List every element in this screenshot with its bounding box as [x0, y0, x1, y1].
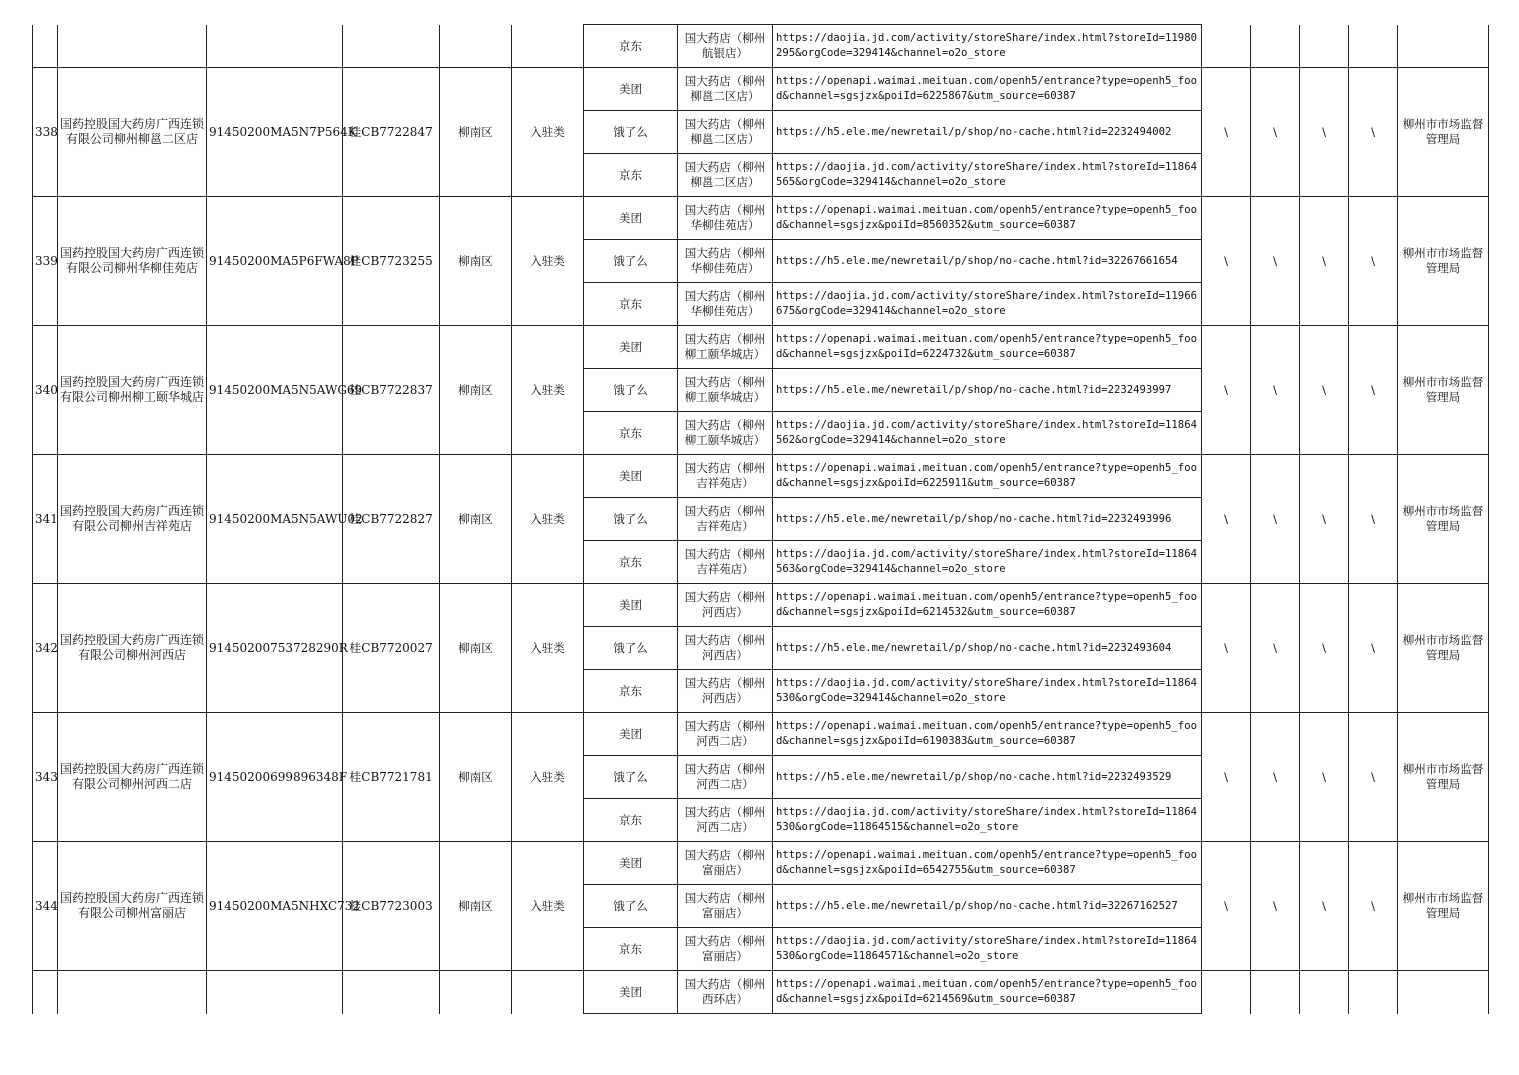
cell-c4: \ [1349, 842, 1398, 971]
cell-license: 桂CB7722827 [343, 455, 440, 584]
cell-category: 入驻类 [512, 713, 584, 842]
cell-shop-name: 国大药店（柳州富丽店） [678, 842, 773, 885]
cell-c3: \ [1300, 197, 1349, 326]
cell-authority: 柳州市市场监督管理局 [1398, 197, 1489, 326]
cell-shop-name: 国大药店（柳州富丽店） [678, 885, 773, 928]
cell-c4: \ [1349, 326, 1398, 455]
cell-district: 柳南区 [440, 197, 512, 326]
cell-c2: \ [1251, 197, 1300, 326]
cell-url: https://openapi.waimai.meituan.com/openh5/entrance?type=openh5_food&channel=sgsjzx&poiId=6190383&utm_source=60387 [773, 713, 1202, 756]
cell-no: 340 [33, 326, 58, 455]
cell-category: 入驻类 [512, 197, 584, 326]
cell-platform: 京东 [584, 928, 678, 971]
cell-credit-code [207, 971, 343, 1014]
cell-url: https://openapi.waimai.meituan.com/openh5/entrance?type=openh5_food&channel=sgsjzx&poiId=6224732&utm_source=60387 [773, 326, 1202, 369]
cell-district: 柳南区 [440, 713, 512, 842]
cell-shop-name: 国大药店（柳州华柳佳苑店） [678, 197, 773, 240]
cell-c1: \ [1202, 197, 1251, 326]
table-row [33, 326, 1489, 369]
cell-platform: 美团 [584, 842, 678, 885]
cell-no: 344 [33, 842, 58, 971]
cell-c4: \ [1349, 584, 1398, 713]
cell-url: https://openapi.waimai.meituan.com/openh5/entrance?type=openh5_food&channel=sgsjzx&poiId=6542755&utm_source=60387 [773, 842, 1202, 885]
cell-shop-name: 国大药店（柳州柳邕二区店） [678, 111, 773, 154]
cell-company: 国药控股国大药房广西连锁有限公司柳州柳邕二区店 [58, 68, 207, 197]
cell-credit-code [207, 25, 343, 68]
cell-company: 国药控股国大药房广西连锁有限公司柳州河西店 [58, 584, 207, 713]
cell-url: https://openapi.waimai.meituan.com/openh5/entrance?type=openh5_food&channel=sgsjzx&poiId=6225867&utm_source=60387 [773, 68, 1202, 111]
cell-c2: \ [1251, 584, 1300, 713]
cell-platform: 京东 [584, 283, 678, 326]
cell-license [343, 971, 440, 1014]
cell-c1: \ [1202, 713, 1251, 842]
cell-url: https://daojia.jd.com/activity/storeShare/index.html?storeId=11864565&orgCode=329414&channel=o2o_store [773, 154, 1202, 197]
cell-district: 柳南区 [440, 842, 512, 971]
cell-c3 [1300, 971, 1349, 1014]
cell-platform: 京东 [584, 541, 678, 584]
cell-url: https://daojia.jd.com/activity/storeShare/index.html?storeId=11864562&orgCode=329414&channel=o2o_store [773, 412, 1202, 455]
cell-shop-name: 国大药店（柳州柳工颐华城店） [678, 326, 773, 369]
cell-shop-name: 国大药店（柳州河西二店） [678, 756, 773, 799]
cell-c4: \ [1349, 455, 1398, 584]
cell-license: 桂CB7723003 [343, 842, 440, 971]
cell-c2: \ [1251, 713, 1300, 842]
cell-c4 [1349, 25, 1398, 68]
cell-platform: 美团 [584, 713, 678, 756]
cell-company: 国药控股国大药房广西连锁有限公司柳州华柳佳苑店 [58, 197, 207, 326]
cell-category: 入驻类 [512, 326, 584, 455]
cell-district: 柳南区 [440, 68, 512, 197]
cell-platform: 美团 [584, 584, 678, 627]
cell-no: 338 [33, 68, 58, 197]
cell-authority: 柳州市市场监督管理局 [1398, 455, 1489, 584]
cell-license: 桂CB7720027 [343, 584, 440, 713]
cell-url: https://daojia.jd.com/activity/storeShare/index.html?storeId=11864563&orgCode=329414&channel=o2o_store [773, 541, 1202, 584]
cell-platform: 京东 [584, 799, 678, 842]
cell-shop-name: 国大药店（柳州河西二店） [678, 799, 773, 842]
table-row [33, 842, 1489, 885]
cell-c3: \ [1300, 842, 1349, 971]
cell-platform: 饿了么 [584, 756, 678, 799]
cell-shop-name: 国大药店（柳州河西店） [678, 670, 773, 713]
cell-c1: \ [1202, 455, 1251, 584]
cell-company [58, 971, 207, 1014]
cell-district [440, 25, 512, 68]
cell-platform: 京东 [584, 154, 678, 197]
cell-url: https://h5.ele.me/newretail/p/shop/no-cache.html?id=32267661654 [773, 240, 1202, 283]
cell-platform: 美团 [584, 197, 678, 240]
cell-platform: 美团 [584, 455, 678, 498]
cell-company: 国药控股国大药房广西连锁有限公司柳州柳工颐华城店 [58, 326, 207, 455]
cell-no [33, 971, 58, 1014]
cell-company: 国药控股国大药房广西连锁有限公司柳州富丽店 [58, 842, 207, 971]
cell-company [58, 25, 207, 68]
cell-shop-name: 国大药店（柳州河西店） [678, 627, 773, 670]
cell-platform: 京东 [584, 412, 678, 455]
cell-credit-code: 91450200753728290R [207, 584, 343, 713]
cell-c3: \ [1300, 584, 1349, 713]
table-row [33, 584, 1489, 627]
cell-c1: \ [1202, 326, 1251, 455]
cell-url: https://daojia.jd.com/activity/storeShare/index.html?storeId=11966675&orgCode=329414&channel=o2o_store [773, 283, 1202, 326]
cell-category: 入驻类 [512, 842, 584, 971]
cell-company: 国药控股国大药房广西连锁有限公司柳州吉祥苑店 [58, 455, 207, 584]
cell-platform: 京东 [584, 25, 678, 68]
cell-url: https://h5.ele.me/newretail/p/shop/no-cache.html?id=2232494002 [773, 111, 1202, 154]
cell-district: 柳南区 [440, 455, 512, 584]
cell-no: 342 [33, 584, 58, 713]
cell-shop-name: 国大药店（柳州柳工颐华城店） [678, 412, 773, 455]
cell-c3: \ [1300, 455, 1349, 584]
table-body [33, 25, 1489, 1014]
table-row [33, 68, 1489, 111]
cell-shop-name: 国大药店（柳州吉祥苑店） [678, 541, 773, 584]
cell-credit-code: 91450200MA5N7P564K [207, 68, 343, 197]
cell-no: 339 [33, 197, 58, 326]
cell-c2: \ [1251, 68, 1300, 197]
cell-platform: 美团 [584, 68, 678, 111]
table-row [33, 713, 1489, 756]
cell-license: 桂CB7721781 [343, 713, 440, 842]
cell-c1 [1202, 971, 1251, 1014]
cell-no: 341 [33, 455, 58, 584]
cell-license: 桂CB7722847 [343, 68, 440, 197]
cell-shop-name: 国大药店（柳州河西店） [678, 584, 773, 627]
cell-license [343, 25, 440, 68]
cell-c4: \ [1349, 713, 1398, 842]
cell-authority [1398, 971, 1489, 1014]
cell-shop-name: 国大药店（柳州华柳佳苑店） [678, 240, 773, 283]
cell-url: https://h5.ele.me/newretail/p/shop/no-cache.html?id=32267162527 [773, 885, 1202, 928]
cell-district [440, 971, 512, 1014]
cell-c4 [1349, 971, 1398, 1014]
cell-authority: 柳州市市场监督管理局 [1398, 584, 1489, 713]
cell-c2: \ [1251, 455, 1300, 584]
cell-shop-name: 国大药店（柳州柳工颐华城店） [678, 369, 773, 412]
cell-c1: \ [1202, 842, 1251, 971]
table-row [33, 455, 1489, 498]
cell-url: https://daojia.jd.com/activity/storeShare/index.html?storeId=11864530&orgCode=329414&channel=o2o_store [773, 670, 1202, 713]
cell-url: https://openapi.waimai.meituan.com/openh5/entrance?type=openh5_food&channel=sgsjzx&poiId=6214569&utm_source=60387 [773, 971, 1202, 1014]
cell-url: https://daojia.jd.com/activity/storeShare/index.html?storeId=11864530&orgCode=11864515&channel=o2o_store [773, 799, 1202, 842]
cell-shop-name: 国大药店（柳州河西二店） [678, 713, 773, 756]
cell-no: 343 [33, 713, 58, 842]
cell-platform: 饿了么 [584, 498, 678, 541]
cell-url: https://daojia.jd.com/activity/storeShare/index.html?storeId=11864530&orgCode=11864571&channel=o2o_store [773, 928, 1202, 971]
cell-url: https://openapi.waimai.meituan.com/openh5/entrance?type=openh5_food&channel=sgsjzx&poiId=6214532&utm_source=60387 [773, 584, 1202, 627]
cell-c1 [1202, 25, 1251, 68]
table-row-partial-top [33, 25, 1489, 68]
cell-c2: \ [1251, 326, 1300, 455]
cell-platform: 饿了么 [584, 111, 678, 154]
cell-authority: 柳州市市场监督管理局 [1398, 326, 1489, 455]
cell-authority: 柳州市市场监督管理局 [1398, 842, 1489, 971]
cell-platform: 京东 [584, 670, 678, 713]
cell-shop-name: 国大药店（柳州柳邕二区店） [678, 68, 773, 111]
table-row-partial-bottom [33, 971, 1489, 1014]
cell-shop-name: 国大药店（柳州吉祥苑店） [678, 498, 773, 541]
cell-authority: 柳州市市场监督管理局 [1398, 713, 1489, 842]
cell-credit-code: 91450200MA5P6FWA8P [207, 197, 343, 326]
cell-shop-name: 国大药店（柳州航银店） [678, 25, 773, 68]
cell-c3: \ [1300, 713, 1349, 842]
cell-c1: \ [1202, 68, 1251, 197]
cell-shop-name: 国大药店（柳州富丽店） [678, 928, 773, 971]
cell-credit-code: 91450200MA5NHXC732 [207, 842, 343, 971]
cell-c4: \ [1349, 197, 1398, 326]
cell-platform: 饿了么 [584, 627, 678, 670]
cell-platform: 美团 [584, 326, 678, 369]
cell-c3 [1300, 25, 1349, 68]
cell-url: https://h5.ele.me/newretail/p/shop/no-cache.html?id=2232493997 [773, 369, 1202, 412]
cell-c4: \ [1349, 68, 1398, 197]
cell-c1: \ [1202, 584, 1251, 713]
cell-category [512, 971, 584, 1014]
cell-platform: 饿了么 [584, 240, 678, 283]
cell-district: 柳南区 [440, 326, 512, 455]
cell-shop-name: 国大药店（柳州柳邕二区店） [678, 154, 773, 197]
cell-district: 柳南区 [440, 584, 512, 713]
cell-no [33, 25, 58, 68]
cell-authority [1398, 25, 1489, 68]
cell-c2 [1251, 25, 1300, 68]
cell-category: 入驻类 [512, 584, 584, 713]
cell-credit-code: 91450200MA5N5AWG69 [207, 326, 343, 455]
cell-url: https://h5.ele.me/newretail/p/shop/no-cache.html?id=2232493529 [773, 756, 1202, 799]
cell-authority: 柳州市市场监督管理局 [1398, 68, 1489, 197]
cell-url: https://openapi.waimai.meituan.com/openh5/entrance?type=openh5_food&channel=sgsjzx&poiId=8560352&utm_source=60387 [773, 197, 1202, 240]
cell-c2: \ [1251, 842, 1300, 971]
cell-url: https://h5.ele.me/newretail/p/shop/no-cache.html?id=2232493996 [773, 498, 1202, 541]
cell-c3: \ [1300, 326, 1349, 455]
cell-platform: 美团 [584, 971, 678, 1014]
table-row [33, 197, 1489, 240]
cell-platform: 饿了么 [584, 885, 678, 928]
cell-shop-name: 国大药店（柳州西环店） [678, 971, 773, 1014]
cell-category [512, 25, 584, 68]
cell-credit-code: 91450200MA5N5AWU02 [207, 455, 343, 584]
cell-c3: \ [1300, 68, 1349, 197]
cell-license: 桂CB7722837 [343, 326, 440, 455]
cell-shop-name: 国大药店（柳州吉祥苑店） [678, 455, 773, 498]
cell-shop-name: 国大药店（柳州华柳佳苑店） [678, 283, 773, 326]
cell-platform: 饿了么 [584, 369, 678, 412]
cell-url: https://h5.ele.me/newretail/p/shop/no-cache.html?id=2232493604 [773, 627, 1202, 670]
cell-category: 入驻类 [512, 68, 584, 197]
store-registry-table [32, 24, 1489, 1014]
cell-c2 [1251, 971, 1300, 1014]
cell-url: https://openapi.waimai.meituan.com/openh5/entrance?type=openh5_food&channel=sgsjzx&poiId=6225911&utm_source=60387 [773, 455, 1202, 498]
cell-credit-code: 91450200699896348F [207, 713, 343, 842]
cell-license: 桂CB7723255 [343, 197, 440, 326]
cell-category: 入驻类 [512, 455, 584, 584]
cell-company: 国药控股国大药房广西连锁有限公司柳州河西二店 [58, 713, 207, 842]
cell-url: https://daojia.jd.com/activity/storeShare/index.html?storeId=11980295&orgCode=329414&channel=o2o_store [773, 25, 1202, 68]
